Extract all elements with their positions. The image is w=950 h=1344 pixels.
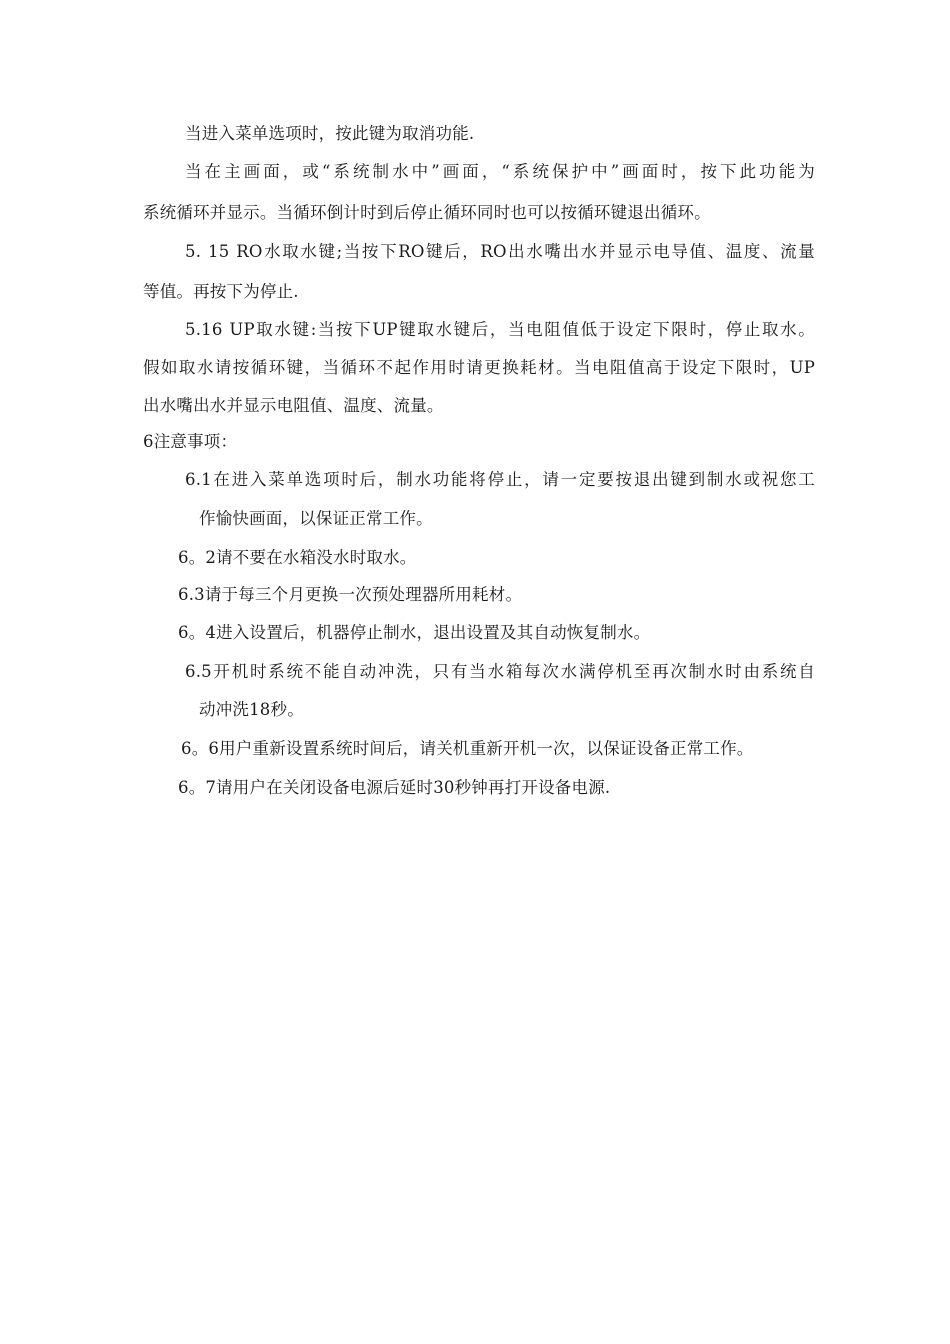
- text-line-up-key: 5.16 UP取水键:当按下UP键取水键后，当电阻值低于设定下限时，停止取水。: [185, 320, 815, 339]
- text-line-menu-cancel: 当进入菜单选项时，按此键为取消功能.: [185, 124, 475, 143]
- text-line-ro-key: 5. 15 RO水取水键;当按下RO键后，RO出水嘴出水并显示电导值、温度、流量: [185, 242, 815, 261]
- text-line-note-6-5-cont: 动冲洗18秒。: [199, 700, 304, 719]
- section-heading-notes: 6注意事项：: [143, 432, 238, 451]
- text-line-up-cycle: 假如取水请按循环键，当循环不起作用时请更换耗材。当电阻值高于设定下限时，UP: [143, 358, 815, 377]
- text-line-note-6-3: 6.3请于每三个月更换一次预处理器所用耗材。: [178, 585, 523, 604]
- text-line-note-6-4: 6。4进入设置后，机器停止制水，退出设置及其自动恢复制水。: [178, 623, 651, 642]
- text-line-note-6-1-cont: 作愉快画面，以保证正常工作。: [199, 509, 433, 528]
- text-line-note-6-5: 6.5开机时系统不能自动冲洗，只有当水箱每次水满停机至再次制水时由系统自: [185, 662, 815, 681]
- text-line-note-6-2: 6。2请不要在水箱没水时取水。: [178, 548, 417, 567]
- text-line-note-6-1: 6.1在进入菜单选项时后，制水功能将停止，请一定要按退出键到制水或祝您工: [185, 470, 815, 489]
- text-line-ro-stop: 等值。再按下为停止.: [143, 282, 299, 301]
- text-line-note-6-7: 6。7请用户在关闭设备电源后延时30秒钟再打开设备电源.: [178, 778, 611, 797]
- text-line-main-screen: 当在主画面，或“系统制水中”画面，“系统保护中”画面时，按下此功能为: [185, 162, 815, 181]
- text-line-cycle-display: 系统循环并显示。当循环倒计时到后停止循环同时也可以按循环键退出循环。: [143, 203, 711, 222]
- text-line-up-outlet: 出水嘴出水并显示电阻值、温度、流量。: [143, 396, 444, 415]
- text-line-note-6-6: 6。6用户重新设置系统时间后，请关机重新开机一次，以保证设备正常工作。: [181, 739, 754, 758]
